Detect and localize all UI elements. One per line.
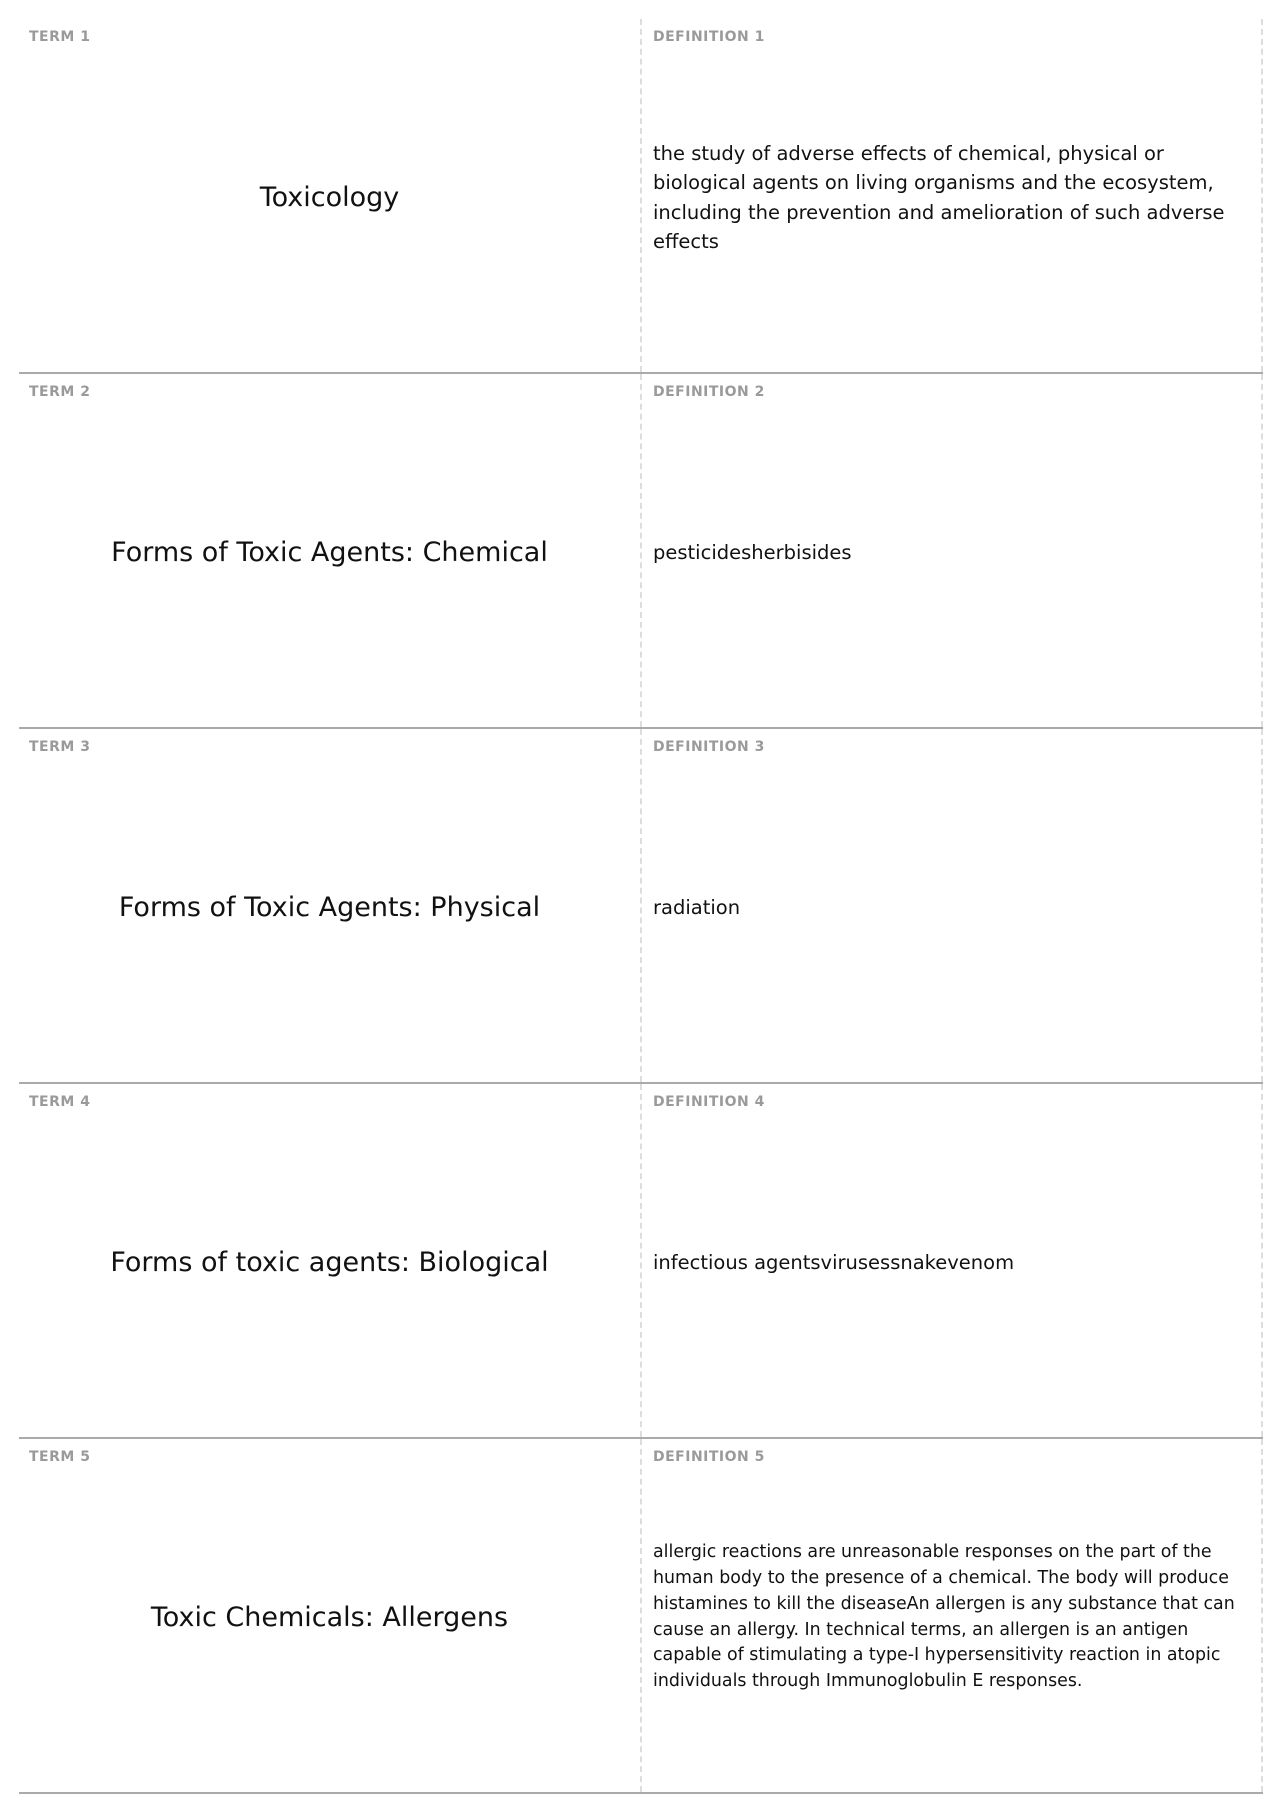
card-row-1 bbox=[19, 19, 1263, 374]
term-cell-2 bbox=[19, 374, 642, 727]
definition-cell-2 bbox=[642, 374, 1263, 727]
term-text: Forms of Toxic Agents: Chemical bbox=[111, 537, 548, 568]
term-cell-1 bbox=[19, 19, 642, 372]
card-row-3 bbox=[19, 729, 1263, 1084]
card-row-4 bbox=[19, 1084, 1263, 1439]
term-text: Forms of toxic agents: Biological bbox=[110, 1247, 549, 1278]
term-text: Forms of Toxic Agents: Physical bbox=[118, 892, 541, 923]
term-label: TERM 4 bbox=[29, 1094, 91, 1110]
definition-label: DEFINITION 1 bbox=[653, 29, 765, 45]
definition-text: pesticidesherbisides bbox=[653, 540, 852, 564]
definition-text: the study of adverse effects of chemical, physical or biological agents on living organisms and the ecosystem, including the prevention and amelioration of such adverse effects bbox=[653, 141, 1225, 253]
term-cell-4 bbox=[19, 1084, 642, 1437]
definition-cell-5 bbox=[642, 1439, 1263, 1792]
term-label: TERM 5 bbox=[29, 1449, 91, 1465]
term-text: Toxicology bbox=[259, 182, 400, 213]
definition-cell-4 bbox=[642, 1084, 1263, 1437]
definition-text: radiation bbox=[653, 895, 741, 919]
card-row-5 bbox=[19, 1439, 1263, 1794]
term-label: TERM 1 bbox=[29, 29, 91, 45]
definition-label: DEFINITION 5 bbox=[653, 1449, 765, 1465]
definition-label: DEFINITION 2 bbox=[653, 384, 765, 400]
definition-label: DEFINITION 4 bbox=[653, 1094, 765, 1110]
definition-text: allergic reactions are unreasonable responses on the part of the human body to the presence of a chemical. The body will produce histamines to kill the diseaseAn allergen is any substance that can cause an allergy. In technical terms, an allergen is an antigen capable of stimulating a type-I hypersensitivity reaction in atopic individuals through Immunoglobulin E responses. bbox=[653, 1541, 1235, 1692]
card-row-2 bbox=[19, 374, 1263, 729]
definition-cell-3 bbox=[642, 729, 1263, 1082]
term-cell-5 bbox=[19, 1439, 642, 1792]
definition-label: DEFINITION 3 bbox=[653, 739, 765, 755]
definition-text: infectious agentsvirusessnakevenom bbox=[653, 1250, 1015, 1274]
flashcard-sheet bbox=[19, 19, 1263, 1794]
term-label: TERM 2 bbox=[29, 384, 91, 400]
definition-cell-1 bbox=[642, 19, 1263, 372]
term-text: Toxic Chemicals: Allergens bbox=[150, 1602, 509, 1633]
term-label: TERM 3 bbox=[29, 739, 91, 755]
term-cell-3 bbox=[19, 729, 642, 1082]
